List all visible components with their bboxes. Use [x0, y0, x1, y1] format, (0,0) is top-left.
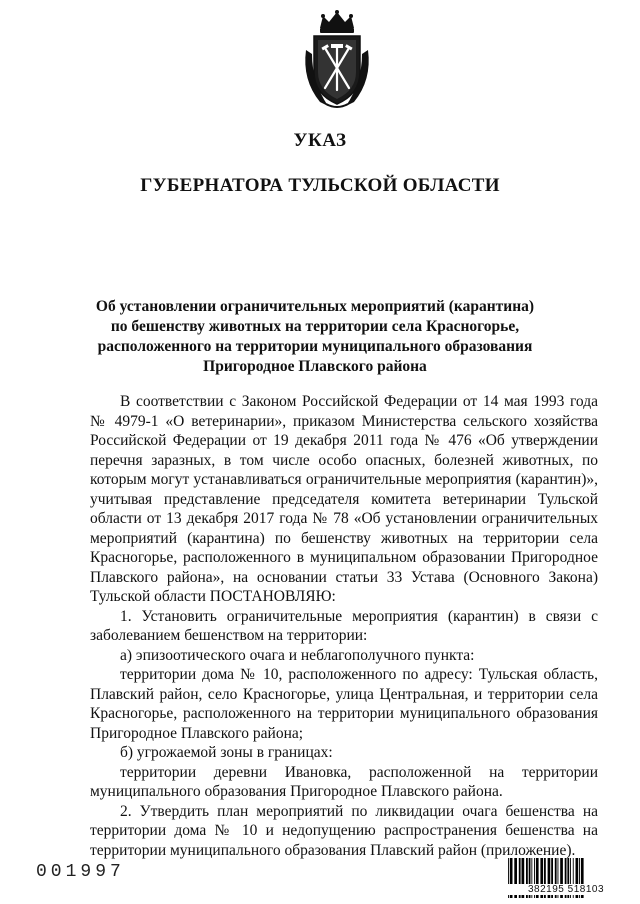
clause-1-paragraph: 1. Установить ограничительные мероприятия (карантин) в связи с заболеванием бешенством на территории:: [90, 607, 598, 644]
clause-1a-paragraph: а) эпизоотического очага и неблагополучного пункта:: [120, 646, 475, 664]
tula-coat-of-arms-icon: [298, 10, 376, 110]
heading-line: по бешенству животных на территории села Красногорье,: [110, 318, 520, 335]
clause-2-paragraph: 2. Утвердить план мероприятий по ликвидации очага бешенства на территории дома № 10 и недопущению распространения бешенства на территории муниципального образования Плавский район (приложение).: [90, 802, 598, 859]
preamble-paragraph: В соответствии с Законом Российской Федерации от 14 мая 1993 года № 4979-1 «О ветеринарии», приказом Министерства сельского хозяйства Российской Федерации от 19 декабря 2011 года № 476 «Об утверждении перечня заразных, в том числе особо опасных, болезней животных, по которым могут устанавливаться ограничительные мероприятия (карантин)», учитывая представление председателя комитета ветеринарии Тульской области от 13 декабря 2017 года № 78 «Об установлении ограничительных мероприятий (карантина) по бешенству животных на территории села Красногорье, расположенного в муниципальном образовании Пригородное Плавского района», на основании статьи 33 Устава (Основного Закона) Тульской области ПОСТАНОВЛЯЮ:: [90, 393, 598, 605]
clause-1a-detail-paragraph: территории дома № 10, расположенного по адресу: Тульская область, Плавский район, село Красногорье, улица Центральная, и территории села Красногорье, расположенного на территории муниципального образования Пригородное Плавского района;: [90, 666, 598, 742]
clause-1b-paragraph: б) угрожаемой зоны в границах:: [120, 744, 333, 761]
heading-line: расположенного на территории муниципального образования: [97, 338, 533, 355]
heading-line: Пригородное Плавского района: [203, 358, 427, 375]
issuer-title: ГУБЕРНАТОРА ТУЛЬСКОЙ ОБЛАСТИ: [140, 175, 500, 196]
document-type-title: УКАЗ: [293, 130, 347, 151]
document-heading: [80, 297, 550, 377]
clause-1b-detail-paragraph: территории деревни Ивановка, расположенной на территории муниципального образования Пригородное Плавского района.: [90, 763, 598, 800]
serial-number: 001997: [36, 862, 125, 882]
barcode-number: 382195 518103: [506, 884, 626, 895]
heading-line: Об установлении ограничительных мероприятий (карантина): [95, 298, 535, 315]
document-body: [90, 392, 598, 860]
